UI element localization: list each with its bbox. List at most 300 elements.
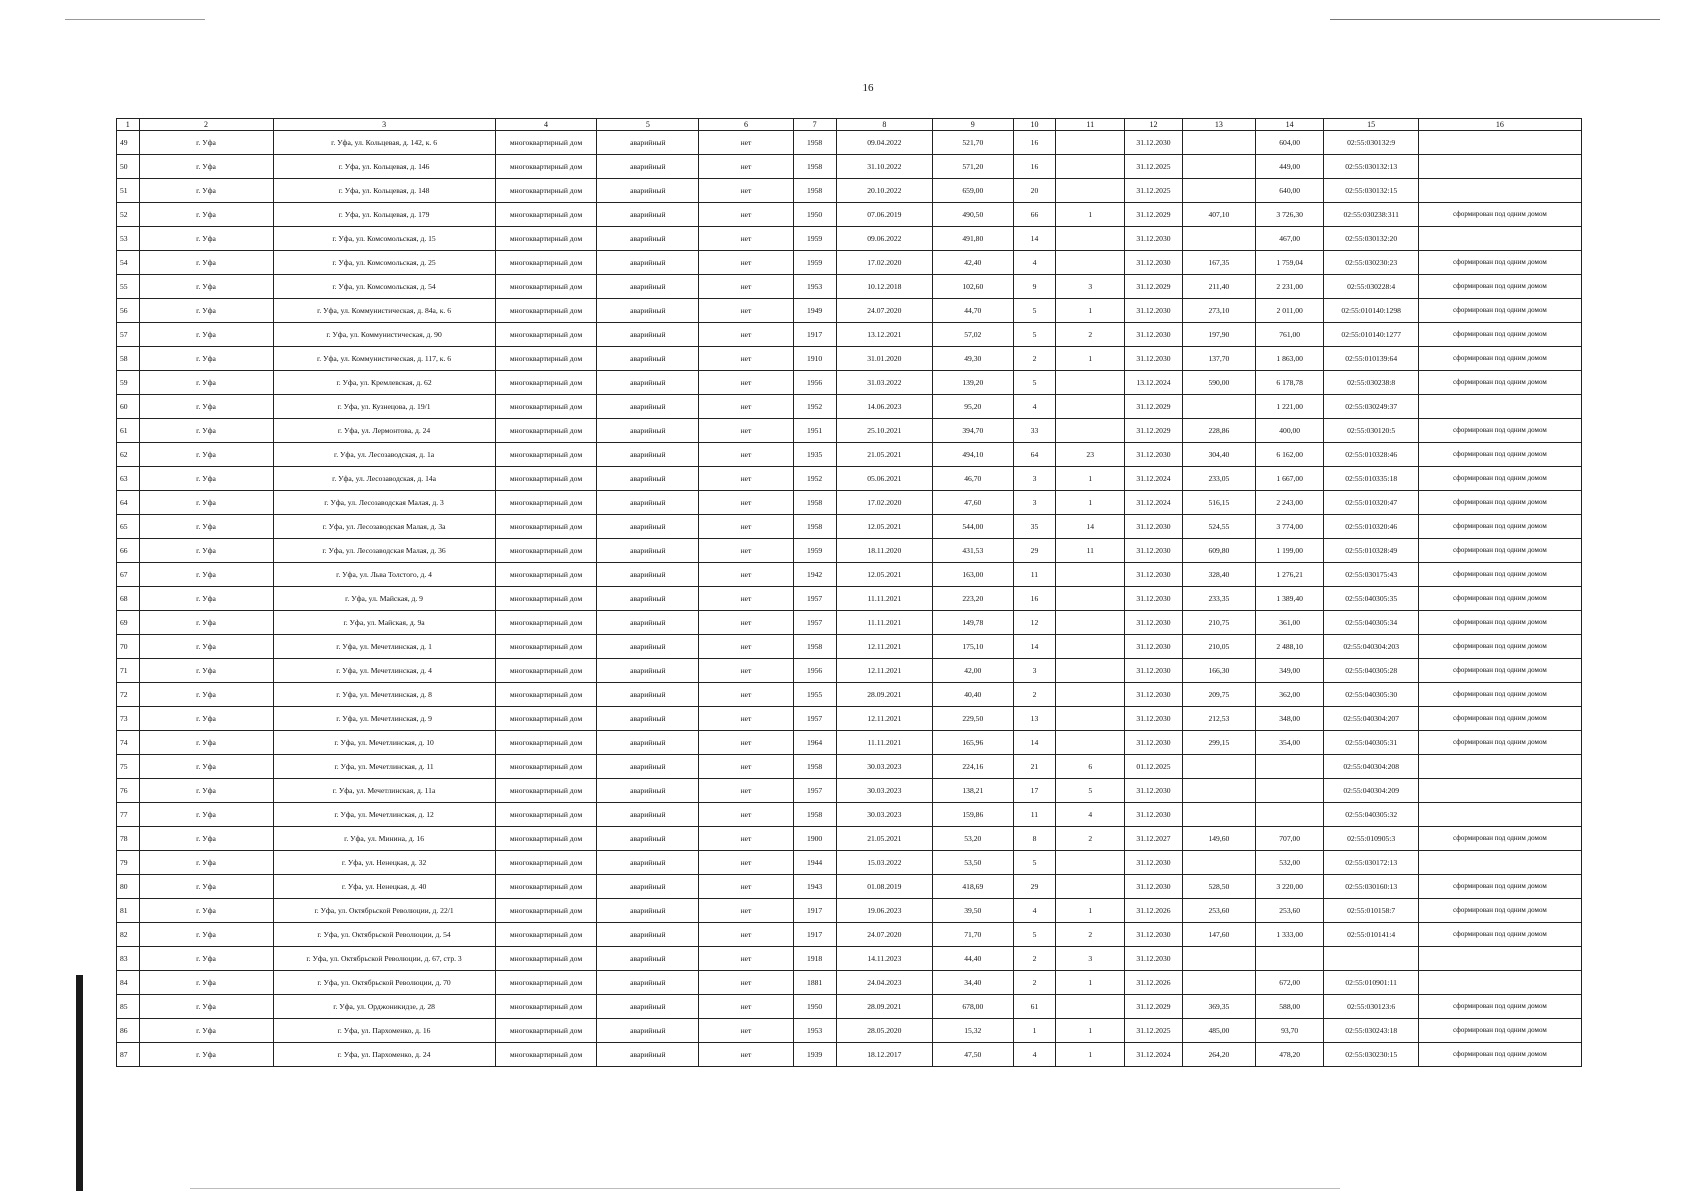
table-cell-col-6: нет: [699, 1043, 793, 1067]
table-cell-col-4: многоквартирный дом: [495, 563, 597, 587]
table-cell-col-1: 87: [117, 1043, 140, 1067]
table-cell-col-9: 34,40: [933, 971, 1013, 995]
table-cell-col-14: 6 178,78: [1255, 371, 1324, 395]
table-cell-col-5: аварийный: [597, 1043, 699, 1067]
table-cell-col-15: 02:55:030249:37: [1324, 395, 1418, 419]
table-cell-col-12: 31.12.2024: [1125, 491, 1183, 515]
table-cell-col-8: 18.11.2020: [836, 539, 933, 563]
table-cell-col-10: 64: [1013, 443, 1056, 467]
table-cell-col-1: 59: [117, 371, 140, 395]
table-cell-col-13: 212,53: [1182, 707, 1255, 731]
table-cell-col-10: 5: [1013, 371, 1056, 395]
table-cell-col-15: 02:55:030160:13: [1324, 875, 1418, 899]
table-cell-col-16: сформирован под одним домом: [1418, 275, 1581, 299]
table-cell-col-6: нет: [699, 371, 793, 395]
table-cell-col-8: 01.08.2019: [836, 875, 933, 899]
table-cell-col-8: 20.10.2022: [836, 179, 933, 203]
table-row: [117, 971, 1582, 995]
table-cell-col-13: 253,60: [1182, 899, 1255, 923]
table-cell-col-10: 35: [1013, 515, 1056, 539]
column-header-6: 6: [699, 119, 793, 131]
table-cell-col-15: 02:55:040305:35: [1324, 587, 1418, 611]
table-cell-col-4: многоквартирный дом: [495, 323, 597, 347]
table-cell-col-10: 5: [1013, 323, 1056, 347]
table-cell-col-3: г. Уфа, ул. Кольцевая, д. 148: [273, 179, 495, 203]
table-cell-col-7: 1952: [793, 467, 836, 491]
table-cell-col-9: 678,00: [933, 995, 1013, 1019]
table-cell-col-6: нет: [699, 515, 793, 539]
table-cell-col-2: г. Уфа: [139, 275, 273, 299]
column-header-1: 1: [117, 119, 140, 131]
table-cell-col-9: 394,70: [933, 419, 1013, 443]
table-cell-col-16: сформирован под одним домом: [1418, 995, 1581, 1019]
table-cell-col-11: 14: [1056, 515, 1125, 539]
table-cell-col-10: 21: [1013, 755, 1056, 779]
table-cell-col-1: 71: [117, 659, 140, 683]
table-cell-col-15: 02:55:030243:18: [1324, 1019, 1418, 1043]
table-cell-col-11: 4: [1056, 803, 1125, 827]
table-cell-col-2: г. Уфа: [139, 587, 273, 611]
table-cell-col-14: 1 221,00: [1255, 395, 1324, 419]
table-cell-col-9: 138,21: [933, 779, 1013, 803]
table-row: [117, 659, 1582, 683]
table-cell-col-1: 53: [117, 227, 140, 251]
table-cell-col-5: аварийный: [597, 371, 699, 395]
table-cell-col-12: 31.12.2026: [1125, 971, 1183, 995]
column-header-4: 4: [495, 119, 597, 131]
table-cell-col-2: г. Уфа: [139, 179, 273, 203]
table-cell-col-1: 69: [117, 611, 140, 635]
table-cell-col-2: г. Уфа: [139, 131, 273, 155]
table-cell-col-15: 02:55:010158:7: [1324, 899, 1418, 923]
table-cell-col-12: 13.12.2024: [1125, 371, 1183, 395]
table-cell-col-13: 328,40: [1182, 563, 1255, 587]
table-row: [117, 179, 1582, 203]
table-cell-col-13: [1182, 755, 1255, 779]
table-cell-col-12: 31.12.2025: [1125, 1019, 1183, 1043]
table-cell-col-12: 01.12.2025: [1125, 755, 1183, 779]
table-cell-col-15: 02:55:040305:31: [1324, 731, 1418, 755]
table-cell-col-16: сформирован под одним домом: [1418, 203, 1581, 227]
column-header-9: 9: [933, 119, 1013, 131]
table-cell-col-12: 31.12.2027: [1125, 827, 1183, 851]
table-cell-col-16: сформирован под одним домом: [1418, 707, 1581, 731]
table-cell-col-9: 163,00: [933, 563, 1013, 587]
table-cell-col-11: [1056, 227, 1125, 251]
table-cell-col-9: 223,20: [933, 587, 1013, 611]
table-cell-col-11: 6: [1056, 755, 1125, 779]
table-cell-col-11: [1056, 251, 1125, 275]
table-cell-col-10: 11: [1013, 803, 1056, 827]
table-cell-col-11: [1056, 131, 1125, 155]
table-cell-col-16: [1418, 395, 1581, 419]
table-cell-col-7: 1958: [793, 131, 836, 155]
table-cell-col-13: [1182, 155, 1255, 179]
table-cell-col-6: нет: [699, 587, 793, 611]
table-cell-col-11: 1: [1056, 899, 1125, 923]
table-cell-col-2: г. Уфа: [139, 635, 273, 659]
table-cell-col-7: 1959: [793, 227, 836, 251]
table-row: [117, 803, 1582, 827]
table-cell-col-14: 2 488,10: [1255, 635, 1324, 659]
table-cell-col-3: г. Уфа, ул. Лесозаводская, д. 1а: [273, 443, 495, 467]
table-cell-col-15: 02:55:030230:23: [1324, 251, 1418, 275]
table-cell-col-2: г. Уфа: [139, 611, 273, 635]
table-cell-col-10: 66: [1013, 203, 1056, 227]
table-cell-col-8: 12.11.2021: [836, 707, 933, 731]
table-cell-col-2: г. Уфа: [139, 707, 273, 731]
table-cell-col-8: 24.04.2023: [836, 971, 933, 995]
table-cell-col-3: г. Уфа, ул. Комсомольская, д. 25: [273, 251, 495, 275]
table-cell-col-1: 74: [117, 731, 140, 755]
table-cell-col-14: 354,00: [1255, 731, 1324, 755]
table-cell-col-9: 418,69: [933, 875, 1013, 899]
table-cell-col-2: г. Уфа: [139, 971, 273, 995]
table-cell-col-14: 6 162,00: [1255, 443, 1324, 467]
table-cell-col-12: 31.12.2030: [1125, 539, 1183, 563]
table-cell-col-4: многоквартирный дом: [495, 155, 597, 179]
table-cell-col-3: г. Уфа, ул. Октябрьской Революции, д. 70: [273, 971, 495, 995]
table-cell-col-8: 31.10.2022: [836, 155, 933, 179]
table-cell-col-9: 149,78: [933, 611, 1013, 635]
table-cell-col-3: г. Уфа, ул. Лермонтова, д. 24: [273, 419, 495, 443]
table-cell-col-5: аварийный: [597, 491, 699, 515]
table-cell-col-1: 55: [117, 275, 140, 299]
column-header-11: 11: [1056, 119, 1125, 131]
table-cell-col-15: 02:55:040304:209: [1324, 779, 1418, 803]
table-cell-col-11: [1056, 731, 1125, 755]
table-cell-col-1: 73: [117, 707, 140, 731]
table-cell-col-16: сформирован под одним домом: [1418, 515, 1581, 539]
table-cell-col-10: 2: [1013, 947, 1056, 971]
table-cell-col-9: 47,50: [933, 1043, 1013, 1067]
table-cell-col-13: 516,15: [1182, 491, 1255, 515]
table-cell-col-4: многоквартирный дом: [495, 851, 597, 875]
table-cell-col-2: г. Уфа: [139, 299, 273, 323]
table-cell-col-11: 1: [1056, 1019, 1125, 1043]
table-cell-col-1: 72: [117, 683, 140, 707]
table-cell-col-10: 3: [1013, 491, 1056, 515]
table-cell-col-11: 3: [1056, 275, 1125, 299]
table-row: [117, 275, 1582, 299]
table-cell-col-10: 4: [1013, 395, 1056, 419]
table-cell-col-5: аварийный: [597, 515, 699, 539]
table-cell-col-1: 81: [117, 899, 140, 923]
table-cell-col-15: 02:55:030132:15: [1324, 179, 1418, 203]
table-row: [117, 299, 1582, 323]
table-cell-col-1: 66: [117, 539, 140, 563]
table-cell-col-6: нет: [699, 947, 793, 971]
table-cell-col-11: 23: [1056, 443, 1125, 467]
table-row: [117, 683, 1582, 707]
table-cell-col-12: 31.12.2024: [1125, 1043, 1183, 1067]
table-cell-col-1: 75: [117, 755, 140, 779]
table-cell-col-4: многоквартирный дом: [495, 1019, 597, 1043]
table-cell-col-4: многоквартирный дом: [495, 419, 597, 443]
table-cell-col-16: [1418, 971, 1581, 995]
table-cell-col-4: многоквартирный дом: [495, 395, 597, 419]
table-cell-col-16: сформирован под одним домом: [1418, 827, 1581, 851]
table-cell-col-4: многоквартирный дом: [495, 539, 597, 563]
table-cell-col-16: сформирован под одним домом: [1418, 491, 1581, 515]
table-cell-col-15: 02:55:040305:28: [1324, 659, 1418, 683]
table-cell-col-13: 590,00: [1182, 371, 1255, 395]
table-cell-col-9: 544,00: [933, 515, 1013, 539]
table-cell-col-10: 5: [1013, 923, 1056, 947]
table-cell-col-2: г. Уфа: [139, 947, 273, 971]
table-cell-col-11: [1056, 419, 1125, 443]
table-cell-col-1: 52: [117, 203, 140, 227]
table-cell-col-15: 02:55:030132:9: [1324, 131, 1418, 155]
table-cell-col-3: г. Уфа, ул. Октябрьской Революции, д. 54: [273, 923, 495, 947]
table-cell-col-11: 1: [1056, 1043, 1125, 1067]
table-cell-col-9: 46,70: [933, 467, 1013, 491]
table-cell-col-7: 1956: [793, 659, 836, 683]
table-cell-col-9: 165,96: [933, 731, 1013, 755]
table-cell-col-14: 3 774,00: [1255, 515, 1324, 539]
table-cell-col-6: нет: [699, 275, 793, 299]
table-cell-col-11: 11: [1056, 539, 1125, 563]
table-cell-col-4: многоквартирный дом: [495, 227, 597, 251]
table-cell-col-6: нет: [699, 179, 793, 203]
table-cell-col-14: 3 220,00: [1255, 875, 1324, 899]
table-cell-col-6: нет: [699, 611, 793, 635]
table-cell-col-1: 62: [117, 443, 140, 467]
table-cell-col-14: [1255, 755, 1324, 779]
column-header-10: 10: [1013, 119, 1056, 131]
table-cell-col-14: 348,00: [1255, 707, 1324, 731]
table-cell-col-13: 485,00: [1182, 1019, 1255, 1043]
table-cell-col-11: [1056, 155, 1125, 179]
table-cell-col-11: [1056, 563, 1125, 587]
table-cell-col-1: 86: [117, 1019, 140, 1043]
table-cell-col-9: 95,20: [933, 395, 1013, 419]
table-cell-col-8: 24.07.2020: [836, 923, 933, 947]
table-cell-col-5: аварийный: [597, 683, 699, 707]
scan-binding-edge: [76, 975, 83, 1191]
table-cell-col-6: нет: [699, 659, 793, 683]
table-cell-col-3: г. Уфа, ул. Кольцевая, д. 146: [273, 155, 495, 179]
table-cell-col-7: 1881: [793, 971, 836, 995]
table-cell-col-5: аварийный: [597, 923, 699, 947]
table-cell-col-5: аварийный: [597, 347, 699, 371]
table-cell-col-11: [1056, 995, 1125, 1019]
table-cell-col-8: 14.11.2023: [836, 947, 933, 971]
table-cell-col-13: 228,86: [1182, 419, 1255, 443]
table-cell-col-2: г. Уфа: [139, 803, 273, 827]
table-cell-col-1: 49: [117, 131, 140, 155]
table-cell-col-12: 31.12.2030: [1125, 707, 1183, 731]
table-cell-col-12: 31.12.2030: [1125, 947, 1183, 971]
table-cell-col-8: 21.05.2021: [836, 443, 933, 467]
table-cell-col-2: г. Уфа: [139, 683, 273, 707]
table-cell-col-6: нет: [699, 971, 793, 995]
table-cell-col-6: нет: [699, 923, 793, 947]
table-cell-col-10: 16: [1013, 155, 1056, 179]
table-cell-col-2: г. Уфа: [139, 491, 273, 515]
table-cell-col-12: 31.12.2026: [1125, 899, 1183, 923]
table-cell-col-3: г. Уфа, ул. Майская, д. 9: [273, 587, 495, 611]
table-cell-col-16: сформирован под одним домом: [1418, 467, 1581, 491]
table-cell-col-8: 28.05.2020: [836, 1019, 933, 1043]
table-cell-col-5: аварийный: [597, 203, 699, 227]
table-cell-col-16: [1418, 779, 1581, 803]
table-cell-col-12: 31.12.2030: [1125, 323, 1183, 347]
table-cell-col-14: 1 276,21: [1255, 563, 1324, 587]
table-cell-col-16: сформирован под одним домом: [1418, 563, 1581, 587]
table-cell-col-4: многоквартирный дом: [495, 995, 597, 1019]
table-cell-col-6: нет: [699, 899, 793, 923]
table-cell-col-4: многоквартирный дом: [495, 443, 597, 467]
table-cell-col-13: [1182, 179, 1255, 203]
table-cell-col-7: 1957: [793, 779, 836, 803]
table-cell-col-1: 61: [117, 419, 140, 443]
table-cell-col-10: 3: [1013, 467, 1056, 491]
table-row: [117, 371, 1582, 395]
table-cell-col-12: 31.12.2030: [1125, 635, 1183, 659]
table-cell-col-12: 31.12.2030: [1125, 131, 1183, 155]
table-cell-col-6: нет: [699, 851, 793, 875]
table-cell-col-1: 80: [117, 875, 140, 899]
table-cell-col-2: г. Уфа: [139, 875, 273, 899]
table-cell-col-14: [1255, 947, 1324, 971]
table-cell-col-9: 47,60: [933, 491, 1013, 515]
table-cell-col-4: многоквартирный дом: [495, 611, 597, 635]
table-cell-col-3: г. Уфа, ул. Коммунистическая, д. 90: [273, 323, 495, 347]
table-cell-col-10: 17: [1013, 779, 1056, 803]
table-cell-col-4: многоквартирный дом: [495, 635, 597, 659]
table-cell-col-12: 31.12.2030: [1125, 851, 1183, 875]
table-cell-col-12: 31.12.2030: [1125, 347, 1183, 371]
table-cell-col-16: сформирован под одним домом: [1418, 299, 1581, 323]
table-cell-col-4: многоквартирный дом: [495, 779, 597, 803]
table-cell-col-3: г. Уфа, ул. Октябрьской Революции, д. 22/1: [273, 899, 495, 923]
table-cell-col-5: аварийный: [597, 587, 699, 611]
table-cell-col-9: 224,16: [933, 755, 1013, 779]
table-cell-col-15: 02:55:040304:207: [1324, 707, 1418, 731]
table-cell-col-16: сформирован под одним домом: [1418, 419, 1581, 443]
table-cell-col-3: г. Уфа, ул. Коммунистическая, д. 117, к. 6: [273, 347, 495, 371]
table-cell-col-11: 2: [1056, 827, 1125, 851]
table-cell-col-2: г. Уфа: [139, 251, 273, 275]
table-cell-col-2: г. Уфа: [139, 515, 273, 539]
table-cell-col-13: 166,30: [1182, 659, 1255, 683]
table-cell-col-4: многоквартирный дом: [495, 731, 597, 755]
table-cell-col-8: 14.06.2023: [836, 395, 933, 419]
table-cell-col-3: г. Уфа, ул. Комсомольская, д. 15: [273, 227, 495, 251]
table-cell-col-10: 12: [1013, 611, 1056, 635]
table-cell-col-1: 57: [117, 323, 140, 347]
table-cell-col-7: 1942: [793, 563, 836, 587]
table-cell-col-16: сформирован под одним домом: [1418, 899, 1581, 923]
table-cell-col-7: 1949: [793, 299, 836, 323]
table-cell-col-3: г. Уфа, ул. Кольцевая, д. 179: [273, 203, 495, 227]
table-cell-col-13: [1182, 803, 1255, 827]
table-cell-col-9: 44,40: [933, 947, 1013, 971]
table-cell-col-1: 54: [117, 251, 140, 275]
table-cell-col-13: [1182, 851, 1255, 875]
table-cell-col-4: многоквартирный дом: [495, 371, 597, 395]
table-cell-col-4: многоквартирный дом: [495, 971, 597, 995]
table-row: [117, 707, 1582, 731]
table-cell-col-16: сформирован под одним домом: [1418, 443, 1581, 467]
table-cell-col-7: 1951: [793, 419, 836, 443]
table-cell-col-15: 02:55:030172:13: [1324, 851, 1418, 875]
table-cell-col-16: сформирован под одним домом: [1418, 1043, 1581, 1067]
table-cell-col-7: 1918: [793, 947, 836, 971]
table-cell-col-9: 42,00: [933, 659, 1013, 683]
table-cell-col-3: г. Уфа, ул. Лесозаводская Малая, д. 36: [273, 539, 495, 563]
table-cell-col-2: г. Уфа: [139, 203, 273, 227]
table-cell-col-5: аварийный: [597, 419, 699, 443]
table-cell-col-11: [1056, 371, 1125, 395]
table-cell-col-10: 9: [1013, 275, 1056, 299]
table-cell-col-6: нет: [699, 563, 793, 587]
table-cell-col-1: 79: [117, 851, 140, 875]
table-cell-col-5: аварийный: [597, 635, 699, 659]
table-cell-col-7: 1958: [793, 515, 836, 539]
table-cell-col-16: сформирован под одним домом: [1418, 611, 1581, 635]
table-cell-col-12: 31.12.2029: [1125, 395, 1183, 419]
table-cell-col-16: сформирован под одним домом: [1418, 731, 1581, 755]
column-header-7: 7: [793, 119, 836, 131]
table-cell-col-5: аварийный: [597, 227, 699, 251]
table-cell-col-10: 2: [1013, 347, 1056, 371]
table-cell-col-13: 211,40: [1182, 275, 1255, 299]
table-row: [117, 923, 1582, 947]
table-cell-col-3: г. Уфа, ул. Пархоменко, д. 16: [273, 1019, 495, 1043]
table-row: [117, 947, 1582, 971]
table-cell-col-14: 1 667,00: [1255, 467, 1324, 491]
table-cell-col-7: 1939: [793, 1043, 836, 1067]
table-cell-col-1: 83: [117, 947, 140, 971]
table-cell-col-14: 400,00: [1255, 419, 1324, 443]
table-cell-col-13: 167,35: [1182, 251, 1255, 275]
table-cell-col-14: 1 333,00: [1255, 923, 1324, 947]
table-cell-col-15: 02:55:010320:47: [1324, 491, 1418, 515]
table-cell-col-7: 1956: [793, 371, 836, 395]
table-cell-col-10: 8: [1013, 827, 1056, 851]
table-cell-col-2: г. Уфа: [139, 851, 273, 875]
table-cell-col-14: 1 389,40: [1255, 587, 1324, 611]
table-cell-col-6: нет: [699, 755, 793, 779]
table-cell-col-7: 1957: [793, 707, 836, 731]
table-cell-col-11: 1: [1056, 299, 1125, 323]
table-cell-col-4: многоквартирный дом: [495, 827, 597, 851]
table-cell-col-4: многоквартирный дом: [495, 803, 597, 827]
table-cell-col-3: г. Уфа, ул. Мечетлинская, д. 12: [273, 803, 495, 827]
table-row: [117, 875, 1582, 899]
column-header-16: 16: [1418, 119, 1581, 131]
table-cell-col-10: 29: [1013, 875, 1056, 899]
table-cell-col-5: аварийный: [597, 659, 699, 683]
table-row: [117, 155, 1582, 179]
table-cell-col-6: нет: [699, 875, 793, 899]
table-cell-col-1: 84: [117, 971, 140, 995]
table-cell-col-1: 76: [117, 779, 140, 803]
table-cell-col-13: 299,15: [1182, 731, 1255, 755]
column-header-13: 13: [1182, 119, 1255, 131]
table-cell-col-6: нет: [699, 227, 793, 251]
table-cell-col-15: 02:55:030238:311: [1324, 203, 1418, 227]
table-cell-col-5: аварийный: [597, 251, 699, 275]
table-cell-col-13: [1182, 947, 1255, 971]
table-cell-col-7: 1950: [793, 995, 836, 1019]
table-cell-col-10: 4: [1013, 251, 1056, 275]
table-cell-col-16: сформирован под одним домом: [1418, 1019, 1581, 1043]
table-row: [117, 1019, 1582, 1043]
table-cell-col-4: многоквартирный дом: [495, 707, 597, 731]
